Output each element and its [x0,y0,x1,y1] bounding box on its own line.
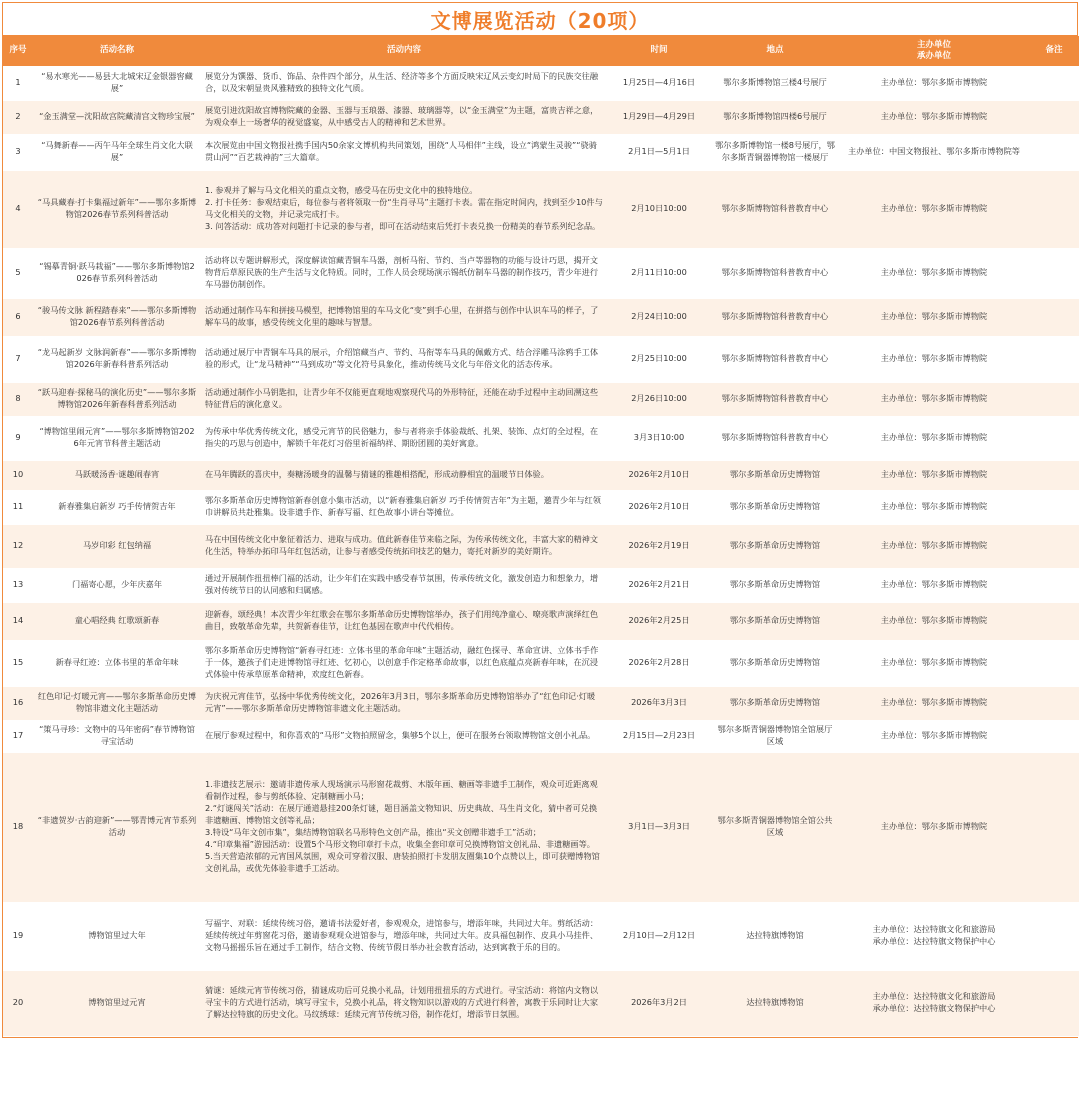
cell-content: 1.非遗技艺展示：邀请非遗传承人现场演示马形窗花裁剪、木版年画、糖画等非遗手工制作，观众可近距离观看制作过程，参与剪纸体验、定制糖画小马； 2.“灯谜闯关”活动：在展厅通道悬挂200条灯谜，题目涵盖文物知识、历史典故、马生肖文化，猜中者可兑换非遗糖画、博物馆文创等礼品； 3.特设“马年文创市集”，集结博物馆联名马形特色文创产品，推出“买文创赠非遗手工”活动； 4.“印章集福”游园活动：设置5个马形文物印章打卡点，收集全套印章可兑换博物馆文创礼品、非遗糖画等。 5.当天营造浓郁的元宵国风氛围，观众可穿着汉服、唐装拍照打卡发朋友圈集10个点赞以上，即可获赠博物馆文创礼品，或优先体验非遗手工活动。 [201,752,607,902]
table-row [3,568,1079,602]
cell-org: 主办单位：达拉特旗文化和旅游局 承办单位：达拉特旗文物保护中心 [839,902,1029,970]
cell-name: “金玉满堂—沈阳故宫院藏清宫文物珍宝展” [33,100,201,134]
cell-org: 主办单位：鄂尔多斯市博物院 [839,720,1029,752]
cell-index: 6 [3,298,33,336]
cell-org: 主办单位：鄂尔多斯市博物院 [839,416,1029,460]
cell-org: 主办单位：鄂尔多斯市博物院 [839,490,1029,524]
cell-time: 2月10日10:00 [607,170,711,248]
cell-place: 鄂尔多斯青铜器博物馆全馆公共区域 [711,752,839,902]
table-row [3,752,1079,902]
cell-time: 2月15日—2月23日 [607,720,711,752]
cell-remark [1029,134,1079,170]
cell-time: 2026年2月21日 [607,568,711,602]
cell-content: 猜谜：延续元宵节传统习俗，猜谜成功后可兑换小礼品，计划用扭扭乐的方式进行。寻宝活动：将馆内文物以寻宝卡的方式进行活动，填写寻宝卡，兑换小礼品，将文物知识以游戏的方式进行科普，寓教于乐同时让大家了解达拉特旗的历史文化。马纹绣球：延续元宵节传统习俗，制作花灯，增添节日氛围。 [201,970,607,1036]
cell-org: 主办单位：鄂尔多斯市博物院 [839,686,1029,720]
cell-remark [1029,248,1079,298]
cell-content: 迎新春，颂经典！本次青少年红歌会在鄂尔多斯革命历史博物馆举办，孩子们用纯净童心、嘹亮歌声演绎红色曲目，致敬革命先辈，共贺新春佳节，让红色基因在歌声中代代相传。 [201,602,607,640]
cell-name: 新春雅集启新岁 巧手传情贺吉年 [33,490,201,524]
cell-org: 主办单位：中国文物报社、鄂尔多斯市博物院等 [839,134,1029,170]
cell-name: “马具藏春·打卡集福过新年”——鄂尔多斯博物馆2026春节系列科普活动 [33,170,201,248]
table-row [3,336,1079,382]
cell-time: 1月29日—4月29日 [607,100,711,134]
cell-org: 主办单位：鄂尔多斯市博物院 [839,382,1029,416]
table-row [3,490,1079,524]
table-row [3,602,1079,640]
header-org: 主办单位 承办单位 [839,36,1029,66]
cell-time: 2026年2月25日 [607,602,711,640]
cell-index: 16 [3,686,33,720]
cell-index: 11 [3,490,33,524]
cell-org: 主办单位：鄂尔多斯市博物院 [839,248,1029,298]
table-row [3,970,1079,1036]
cell-remark [1029,100,1079,134]
cell-content: 在马年腾跃的喜庆中，奏糖汤暖身的温馨与猜谜的雅趣相搭配，形成动静相宜的温暖节日体验。 [201,460,607,490]
cell-index: 4 [3,170,33,248]
table-body [3,66,1079,1036]
cell-time: 2月24日10:00 [607,298,711,336]
cell-remark [1029,720,1079,752]
cell-org: 主办单位：鄂尔多斯市博物院 [839,524,1029,568]
table-row [3,382,1079,416]
cell-place: 鄂尔多斯博物馆四楼6号展厅 [711,100,839,134]
cell-remark [1029,460,1079,490]
cell-index: 9 [3,416,33,460]
cell-time: 2026年2月10日 [607,490,711,524]
table-row [3,460,1079,490]
cell-remark [1029,382,1079,416]
cell-place: 鄂尔多斯博物馆科普教育中心 [711,336,839,382]
cell-index: 14 [3,602,33,640]
header-content: 活动内容 [201,36,607,66]
cell-name: “策马寻珍：文物中的马年密码”春节博物馆寻宝活动 [33,720,201,752]
cell-content: 鄂尔多斯革命历史博物馆新春创意小集市活动，以“新春雅集启新岁 巧手传情贺吉年”为主题，邀青少年与红领巾讲解员共赴雅集。设非遗手作、新春写福、红色故事小讲台等摊位。 [201,490,607,524]
cell-place: 达拉特旗博物馆 [711,970,839,1036]
cell-time: 2月25日10:00 [607,336,711,382]
cell-time: 2月26日10:00 [607,382,711,416]
table-header-row [3,36,1079,66]
cell-place: 鄂尔多斯革命历史博物馆 [711,686,839,720]
cell-index: 13 [3,568,33,602]
cell-time: 2026年3月3日 [607,686,711,720]
table-row [3,640,1079,686]
activity-table-container [2,2,1078,1038]
cell-name: 红色印记·灯暖元宵——鄂尔多斯革命历史博物馆非遗文化主题活动 [33,686,201,720]
cell-remark [1029,970,1079,1036]
header-place: 地点 [711,36,839,66]
header-index: 序号 [3,36,33,66]
cell-content: 活动通过制作马车和拼接马模型，把博物馆里的车马文化“变”到手心里，在拼搭与创作中认识车马的样子，了解车马的故事，感受传统文化里的趣味与智慧。 [201,298,607,336]
cell-remark [1029,336,1079,382]
cell-place: 鄂尔多斯革命历史博物馆 [711,490,839,524]
cell-time: 3月1日—3月3日 [607,752,711,902]
cell-place: 鄂尔多斯革命历史博物馆 [711,640,839,686]
cell-content: 活动通过制作小马钥匙扣，让青少年不仅能更直观地观察现代马的外形特征，还能在动手过程中主动回溯这些特征背后的演化意义。 [201,382,607,416]
cell-time: 1月25日—4月16日 [607,66,711,100]
cell-content: 展览分为馔器、货币、饰品、杂件四个部分，从生活、经济等多个方面反映宋辽风云变幻时局下的民族交往融合，以及宋朝显贵风雅精致的独特文化气质。 [201,66,607,100]
cell-index: 2 [3,100,33,134]
cell-name: “博物馆里闹元宵”——鄂尔多斯博物馆2026年元宵节科普主题活动 [33,416,201,460]
cell-remark [1029,640,1079,686]
cell-time: 2026年2月10日 [607,460,711,490]
cell-remark [1029,298,1079,336]
cell-name: 门福寄心愿，少年庆嘉年 [33,568,201,602]
cell-remark [1029,524,1079,568]
cell-org: 主办单位：鄂尔多斯市博物院 [839,336,1029,382]
cell-org: 主办单位：鄂尔多斯市博物院 [839,602,1029,640]
page-title: 文博展览活动（20项） [430,8,650,33]
cell-name: 博物馆里过大年 [33,902,201,970]
cell-place: 鄂尔多斯青铜器博物馆全馆展厅区域 [711,720,839,752]
cell-content: 1. 参观并了解与马文化相关的重点文物，感受马在历史文化中的独特地位。 2. 打卡任务：参观结束后，每位参与者将领取一份“生肖寻马”主题打卡表。需在指定时间内，找到至少10件与马文化相关的文物，并记录完成打卡。 3. 问答活动：成功答对问题打卡记录的参与者，即可在活动结束后凭打卡表兑换一份精美的春节系列纪念品。 [201,170,607,248]
cell-name: 童心唱经典 红歌颂新春 [33,602,201,640]
cell-place: 鄂尔多斯博物馆科普教育中心 [711,382,839,416]
cell-remark [1029,170,1079,248]
cell-remark [1029,490,1079,524]
cell-index: 19 [3,902,33,970]
table-row [3,100,1079,134]
header-name: 活动名称 [33,36,201,66]
cell-content: 展览引进沈阳故宫博物院藏的金器、玉器与玉琅器、漆器、玻璃器等，以“金玉满堂”为主题，富贵吉祥之意，为观众奉上一场奢华的视觉盛宴，从中感受古人的精神和艺术世界。 [201,100,607,134]
cell-org: 主办单位：鄂尔多斯市博物院 [839,170,1029,248]
table-row [3,66,1079,100]
cell-time: 3月3日10:00 [607,416,711,460]
table-row [3,902,1079,970]
cell-content: 为传承中华优秀传统文化，感受元宵节的民俗魅力，参与者将亲手体验裁纸、扎架、装饰、点灯的全过程，在指尖的巧思与创造中，解锁千年花灯习俗里祈福纳祥、期盼团圆的美好寓意。 [201,416,607,460]
cell-place: 鄂尔多斯博物馆科普教育中心 [711,170,839,248]
cell-name: “骏马传文脉 新程踏春来”——鄂尔多斯博物馆2026春节系列科普活动 [33,298,201,336]
cell-name: “龙马起新岁 文脉润新春”——鄂尔多斯博物馆2026年新春科普系列活动 [33,336,201,382]
activity-table [3,36,1079,1037]
cell-index: 7 [3,336,33,382]
cell-name: 马岁印彩 红包纳福 [33,524,201,568]
cell-place: 鄂尔多斯革命历史博物馆 [711,602,839,640]
cell-index: 17 [3,720,33,752]
cell-remark [1029,602,1079,640]
cell-time: 2026年2月28日 [607,640,711,686]
cell-index: 3 [3,134,33,170]
cell-time: 2月11日10:00 [607,248,711,298]
cell-org: 主办单位：鄂尔多斯市博物院 [839,460,1029,490]
cell-place: 鄂尔多斯博物馆科普教育中心 [711,248,839,298]
cell-time: 2026年3月2日 [607,970,711,1036]
cell-name: 新春寻红迹：立体书里的革命年味 [33,640,201,686]
cell-remark [1029,568,1079,602]
cell-place: 鄂尔多斯博物馆三楼4号展厅 [711,66,839,100]
cell-index: 15 [3,640,33,686]
table-row [3,298,1079,336]
cell-name: “跃马迎春·探秘马的演化历史”——鄂尔多斯博物馆2026年新春科普系列活动 [33,382,201,416]
cell-content: 为庆祝元宵佳节，弘扬中华优秀传统文化，2026年3月3日，鄂尔多斯革命历史博物馆举办了“红色印记·灯暖元宵”——鄂尔多斯革命历史博物馆非遗文化主题活动。 [201,686,607,720]
cell-index: 10 [3,460,33,490]
cell-time: 2026年2月19日 [607,524,711,568]
cell-content: 本次展览由中国文物报社携手国内50余家文博机构共同策划，围绕“人马相伴”主线，设立“鸿蒙生灵骏”“骁骑贯山河”“百艺栽神韵”三大篇章。 [201,134,607,170]
cell-remark [1029,902,1079,970]
cell-index: 20 [3,970,33,1036]
cell-remark [1029,686,1079,720]
cell-content: 活动通过展厅中青铜车马具的展示，介绍馆藏当卢、节约、马衔等车马具的佩戴方式、结合浮雕马涂鸦手工体验的形式，让“龙马精神”“马到成功”等文化符号具象化，推动传统马文化与年俗文化的活态传承。 [201,336,607,382]
cell-org: 主办单位：鄂尔多斯市博物院 [839,66,1029,100]
cell-name: “非遗贺岁·古韵迎新”——鄂青博元宵节系列活动 [33,752,201,902]
table-row [3,686,1079,720]
cell-index: 5 [3,248,33,298]
cell-remark [1029,66,1079,100]
cell-content: 写福字、对联：延续传统习俗，邀请书法爱好者，参观观众，进馆参与，增添年味，共同过大年。剪纸活动：延续传统过年剪窗花习俗，邀请参观观众进馆参与，增添年味，共同过大年。皮具福包制作、皮具小马挂件、文物马摇摇乐旨在通过手工制作，结合文物、传统节假日举办社会教育活动，达到寓教于乐的目的。 [201,902,607,970]
cell-index: 18 [3,752,33,902]
cell-name: 马跃暖汤香·谜趣闹春宵 [33,460,201,490]
table-row [3,720,1079,752]
cell-place: 达拉特旗博物馆 [711,902,839,970]
cell-content: 马在中国传统文化中象征着活力、进取与成功。值此新春佳节来临之际，为传承传统文化，丰富大家的精神文化生活，特举办拓印马年红包活动，让参与者感受传统拓印技艺的魅力，寄托对新岁的美好期许。 [201,524,607,568]
cell-place: 鄂尔多斯博物馆科普教育中心 [711,416,839,460]
cell-remark [1029,416,1079,460]
cell-org: 主办单位：鄂尔多斯市博物院 [839,568,1029,602]
cell-time: 2月1日—5月1日 [607,134,711,170]
cell-place: 鄂尔多斯博物馆一楼8号展厅，鄂尔多斯青铜器博物馆一楼展厅 [711,134,839,170]
header-time: 时间 [607,36,711,66]
cell-index: 12 [3,524,33,568]
header-remark: 备注 [1029,36,1079,66]
cell-index: 8 [3,382,33,416]
cell-content: 通过开展制作扭扭棒门福的活动，让少年们在实践中感受春节氛围，传承传统文化，激发创造力和想象力，增强对传统节日的认同感和归属感。 [201,568,607,602]
table-row [3,134,1079,170]
table-row [3,524,1079,568]
table-row [3,248,1079,298]
cell-place: 鄂尔多斯革命历史博物馆 [711,524,839,568]
cell-place: 鄂尔多斯博物馆科普教育中心 [711,298,839,336]
cell-org: 主办单位：鄂尔多斯市博物院 [839,100,1029,134]
cell-name: “锡摹青铜·跃马栽福”——鄂尔多斯博物馆2026春节系列科普活动 [33,248,201,298]
cell-place: 鄂尔多斯革命历史博物馆 [711,568,839,602]
cell-content: 鄂尔多斯革命历史博物馆“新春寻红迹：立体书里的革命年味”主题活动，融红色探寻、革命宣讲、立体书手作于一体，邀孩子们走进博物馆寻红迹、忆初心，以创意手作定格革命故事，以红色底蕴点亮新春年味，在沉浸式体验中传承草原革命精神，欢度红色新春。 [201,640,607,686]
cell-org: 主办单位：达拉特旗文化和旅游局 承办单位：达拉特旗文物保护中心 [839,970,1029,1036]
cell-org: 主办单位：鄂尔多斯市博物院 [839,298,1029,336]
cell-name: “易水寒光——易县大北城宋辽金银器窖藏展” [33,66,201,100]
table-row [3,170,1079,248]
cell-name: 博物馆里过元宵 [33,970,201,1036]
cell-place: 鄂尔多斯革命历史博物馆 [711,460,839,490]
cell-name: “马舞新春——丙午马年全球生肖文化大联展” [33,134,201,170]
cell-index: 1 [3,66,33,100]
cell-org: 主办单位：鄂尔多斯市博物院 [839,752,1029,902]
cell-content: 在展厅参观过程中，和你喜欢的“马形”文物拍照留念，集够5个以上，便可在服务台领取博物馆文创小礼品。 [201,720,607,752]
cell-time: 2月10日—2月12日 [607,902,711,970]
cell-remark [1029,752,1079,902]
table-row [3,416,1079,460]
cell-org: 主办单位：鄂尔多斯市博物院 [839,640,1029,686]
title-bar [3,3,1077,36]
cell-content: 活动将以专题讲解形式，深度解读馆藏青铜车马器，剖析马衔、节约、当卢等器物的功能与设计巧思，揭开文物背后草原民族的生产生活与文化特质。同时，工作人员会现场演示锡纸仿制车马器的制作技巧，青少年进行车马器仿制创作。 [201,248,607,298]
